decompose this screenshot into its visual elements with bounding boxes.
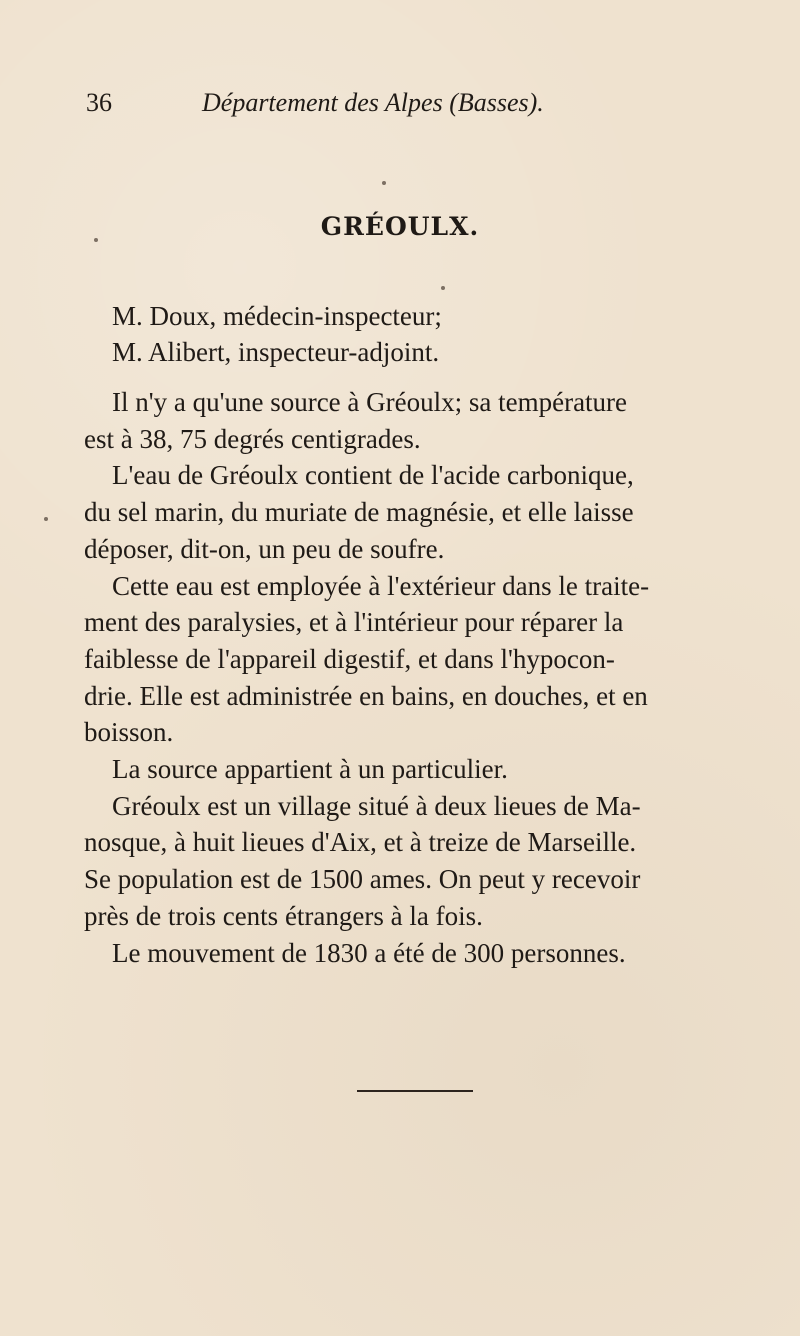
staff-line-inspector: M. Doux, médecin-inspecteur;: [112, 301, 442, 331]
ornament-dot: [44, 517, 48, 521]
text-line: près de trois cents étrangers à la fois.: [84, 900, 483, 931]
text-line: ment des paralysies, et à l'intérieur pour réparer la: [84, 607, 624, 638]
text-line: nosque, à huit lieues d'Aix, et à treize de Marseille.: [84, 827, 637, 858]
paragraph: [84, 568, 738, 752]
paragraph: [84, 935, 738, 972]
running-header: [86, 88, 666, 122]
paragraph: [84, 751, 738, 788]
text-line: déposer, dit-on, un peu de soufre.: [84, 533, 445, 564]
section-rule: [357, 1090, 473, 1092]
body-text: [84, 384, 738, 971]
text-line: Gréoulx est un village situé à deux lieues de Ma-: [112, 790, 641, 821]
staff-line-assistant-inspector: M. Alibert, inspecteur-adjoint.: [112, 337, 440, 367]
ornament-dot: [382, 181, 386, 185]
text-line: La source appartient à un particulier.: [112, 754, 508, 785]
running-title: Département des Alpes (Basses).: [202, 88, 544, 117]
text-line: drie. Elle est administrée en bains, en douches, et en: [84, 680, 648, 711]
text-line: du sel marin, du muriate de magnésie, et elle laisse: [84, 497, 634, 528]
staff-list: [112, 298, 732, 370]
paragraph: [84, 457, 738, 567]
text-line: faiblesse de l'appareil digestif, et dans l'hypocon-: [84, 643, 615, 674]
section-title: GRÉOULX.: [320, 212, 480, 241]
text-line: Cette eau est employée à l'extérieur dans le traite-: [112, 570, 650, 601]
ornament-dot: [441, 286, 445, 290]
paragraph: [84, 384, 738, 457]
text-line: L'eau de Gréoulx contient de l'acide carbonique,: [112, 460, 634, 491]
text-line: est à 38, 75 degrés centigrades.: [84, 423, 421, 454]
text-line: Il n'y a qu'une source à Gréoulx; sa température: [112, 387, 628, 417]
text-line: Se population est de 1500 ames. On peut y recevoir: [84, 864, 641, 895]
page-number: 36: [86, 88, 112, 117]
paragraph: [84, 788, 738, 935]
text-line: boisson.: [84, 717, 174, 748]
text-line: Le mouvement de 1830 a été de 300 personnes.: [112, 937, 626, 968]
